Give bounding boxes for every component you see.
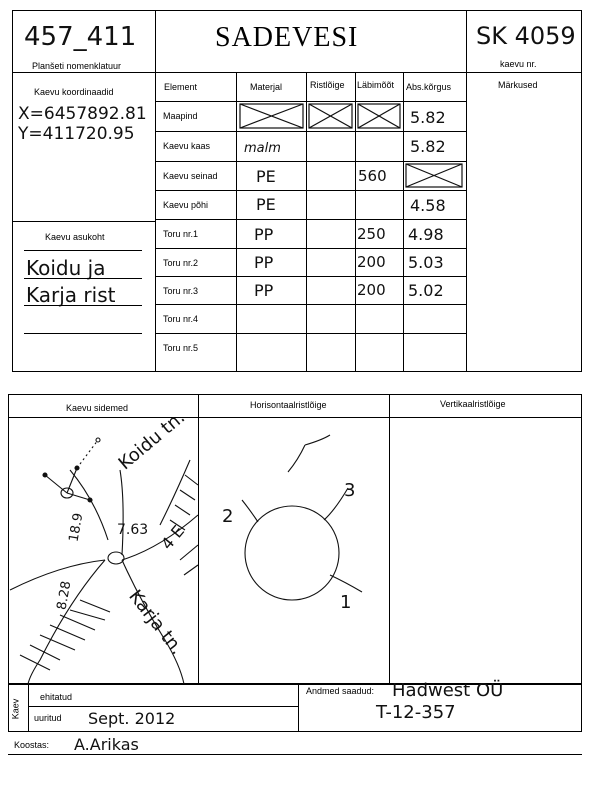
section-connections: Kaevu sidemed <box>66 403 129 413</box>
cell-abs-height: 5.02 <box>408 281 444 300</box>
divider <box>8 754 582 755</box>
header-diameter: Läbimõõt <box>357 80 395 90</box>
sketch-distance-1: 7.63 <box>117 522 149 538</box>
cell-material: malm <box>244 141 281 156</box>
surveyed-label: uuritud <box>34 713 62 723</box>
header-notes: Märkused <box>498 80 538 90</box>
coordinate-y: Y=411720.95 <box>18 124 135 144</box>
data-source-value: Hadwest OÜ <box>392 680 504 701</box>
surveyed-value: Sept. 2012 <box>88 709 176 728</box>
location-label: Kaevu asukoht <box>45 232 105 242</box>
divider <box>28 684 29 732</box>
divider <box>28 706 298 707</box>
location-line1: Koidu ja <box>26 256 106 280</box>
row-label: Toru nr.3 <box>163 286 199 296</box>
cell-material: PE <box>256 167 276 186</box>
cell-abs-height: 4.98 <box>408 225 444 244</box>
section-horizontal: Horisontaalristlõige <box>250 400 327 410</box>
cell-material: PP <box>254 225 274 244</box>
well-label: kaevu nr. <box>500 59 537 69</box>
data-source-ref: T-12-357 <box>376 702 456 723</box>
cell-material: PP <box>254 281 274 300</box>
pipe-label-3: 3 <box>344 480 356 501</box>
cell-diameter: 200 <box>357 281 386 299</box>
cell-diameter: 250 <box>357 225 386 243</box>
data-source-label: Andmed saadud: <box>306 686 375 696</box>
row-label: Kaevu põhi <box>163 200 209 210</box>
cell-material: PP <box>254 253 274 272</box>
row-label: Toru nr.2 <box>163 258 199 268</box>
location-line2: Karja rist <box>26 283 116 307</box>
cell-diameter: 200 <box>357 253 386 271</box>
cell-abs-height: 5.82 <box>410 108 446 127</box>
row-label: Kaevu seinad <box>163 171 218 181</box>
divider <box>298 684 299 732</box>
section-vertical: Vertikaalristlõige <box>440 399 506 409</box>
coordinate-x: X=6457892.81 <box>18 104 147 124</box>
sketch-distance-3: 8.28 <box>54 579 75 612</box>
author-value: A.Arikas <box>74 735 139 754</box>
sheet-number: 457_411 <box>24 22 137 52</box>
coordinates-label: Kaevu koordinaadid <box>34 87 114 97</box>
row-label: Toru nr.1 <box>163 229 199 239</box>
cell-diameter: 560 <box>358 167 387 185</box>
author-label: Koostas: <box>14 740 50 750</box>
header-element: Element <box>164 82 198 92</box>
footer-side-label: Kaev <box>10 698 21 720</box>
header-material: Materjal <box>250 82 283 92</box>
sketch-street-karja: Karja tn. <box>124 586 188 659</box>
row-label: Kaevu kaas <box>163 141 211 151</box>
row-label: Toru nr.4 <box>163 314 199 324</box>
cell-material: PE <box>256 195 276 214</box>
pipe-label-1: 1 <box>340 592 352 613</box>
cell-abs-height: 5.03 <box>408 253 444 272</box>
sketch-street-koidu: Koidu tn. <box>114 406 190 475</box>
page-title: SADEVESI <box>215 22 359 53</box>
row-label: Toru nr.5 <box>163 343 199 353</box>
header-cross-section: Ristlõige <box>310 80 345 90</box>
header-abs-height: Abs.kõrgus <box>406 82 452 92</box>
row-label: Maapind <box>163 111 198 121</box>
sketch-distance-2: 18.9 <box>66 511 87 544</box>
built-label: ehitatud <box>40 692 73 702</box>
cell-abs-height: 5.82 <box>410 137 446 156</box>
cell-abs-height: 4.58 <box>410 196 446 215</box>
sheet-label: Planšeti nomenklatuur <box>32 61 122 71</box>
well-number: SK 4059 <box>476 22 576 50</box>
pipe-label-2: 2 <box>222 506 234 527</box>
sketch-building-label: 4 E <box>157 521 189 554</box>
